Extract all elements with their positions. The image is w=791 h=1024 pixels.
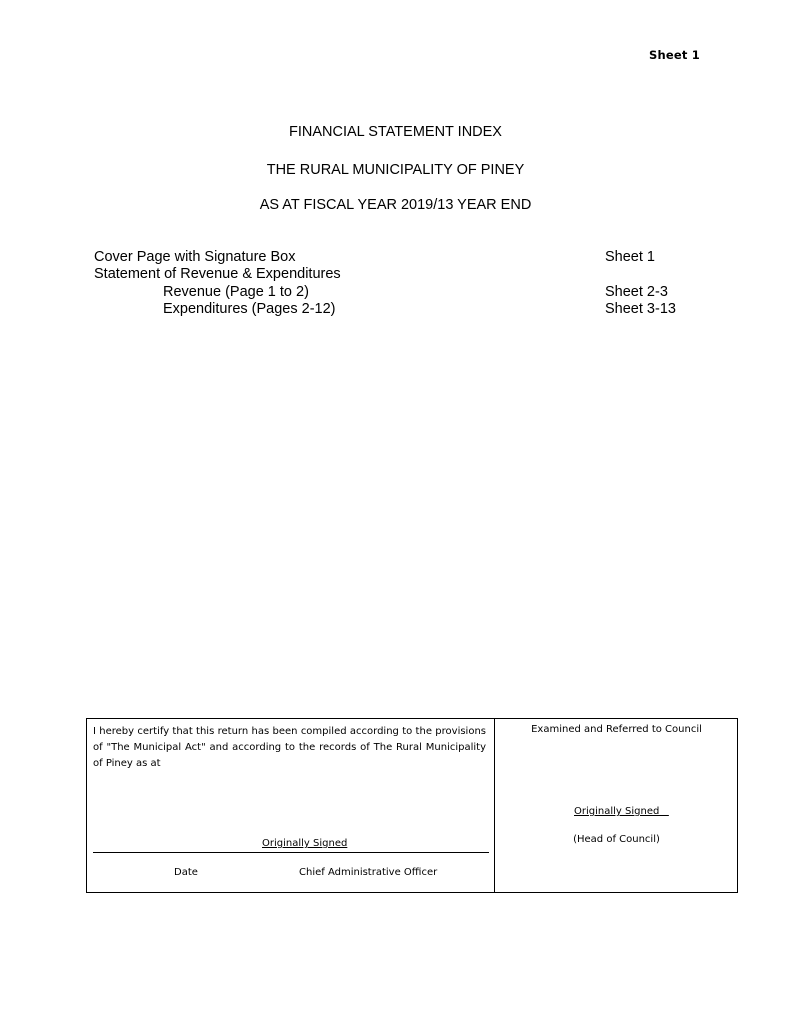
certification-box xyxy=(86,718,738,893)
fiscal-year-title: AS AT FISCAL YEAR 2019/13 YEAR END xyxy=(259,197,532,213)
index-title: FINANCIAL STATEMENT INDEX xyxy=(289,124,502,140)
certification-statement: I hereby certify that this return has been compiled according to the provisions of "The Municipal Act" and according to the records of The Rural Municipality of Piney as at xyxy=(93,726,486,769)
date-label: Date xyxy=(174,867,198,878)
index-item-label: Revenue (Page 1 to 2) xyxy=(163,284,309,300)
box-divider xyxy=(494,719,495,892)
municipality-title: THE RURAL MUNICIPALITY OF PINEY xyxy=(266,162,525,178)
index-item-label: Cover Page with Signature Box xyxy=(94,249,296,265)
index-item-label: Expenditures (Pages 2-12) xyxy=(163,301,336,317)
index-item-label: Statement of Revenue & Expenditures xyxy=(94,266,341,282)
examined-label: Examined and Referred to Council xyxy=(531,724,702,735)
sheet-number: Sheet 1 xyxy=(649,48,700,62)
index-item-sheet: Sheet 2-3 xyxy=(605,284,668,300)
index-item-sheet: Sheet 1 xyxy=(605,249,655,265)
index-item-sheet: Sheet 3-13 xyxy=(605,301,676,317)
signature-line xyxy=(93,852,489,853)
head-of-council-label: (Head of Council) xyxy=(573,834,660,845)
officer-label: Chief Administrative Officer xyxy=(299,867,438,878)
cao-signature-text: Originally Signed xyxy=(262,838,348,849)
council-signature-text: Originally Signed xyxy=(574,806,669,817)
